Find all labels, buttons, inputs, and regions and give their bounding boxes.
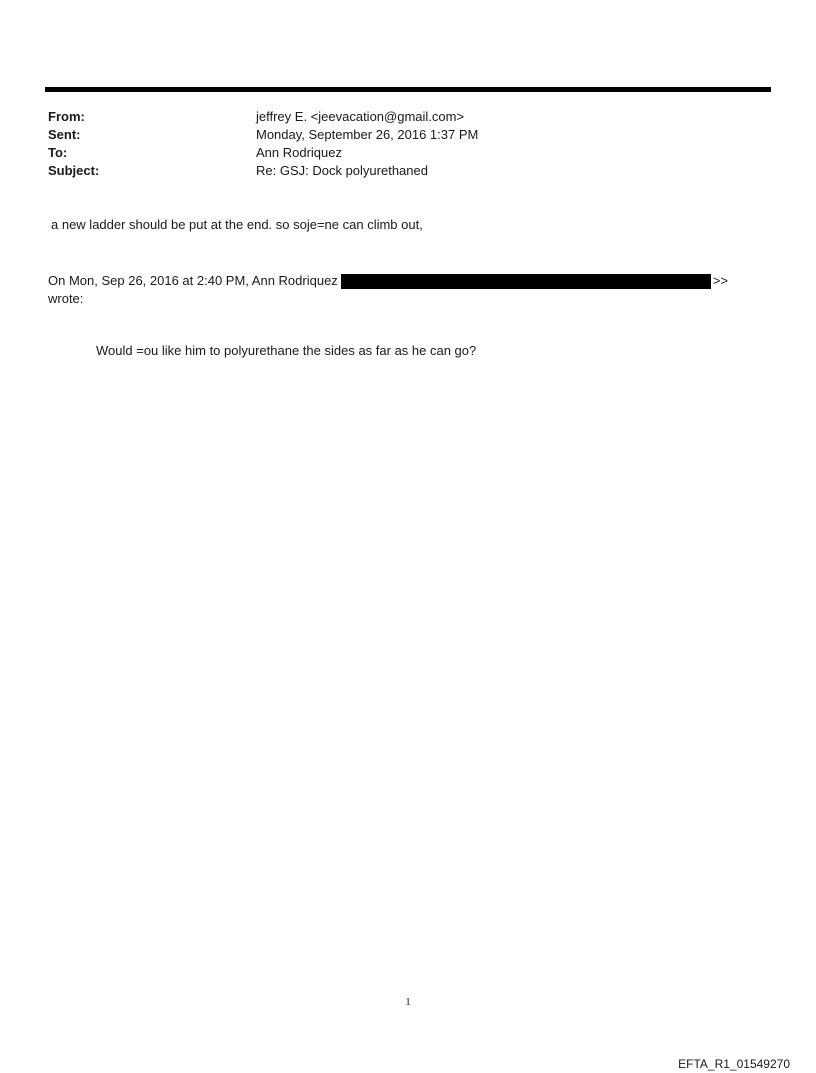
from-value: jeffrey E. <jeevacation@gmail.com> [256,109,465,124]
sent-value: Monday, September 26, 2016 1:37 PM [256,127,479,142]
quote-intro-wrote: wrote: [48,291,84,306]
page-number: 1 [405,996,411,1008]
subject-value: Re: GSJ: Dock polyurethaned [256,163,428,178]
from-row [48,108,748,126]
email-header [48,108,748,180]
from-label: From: [48,109,85,124]
quoted-message: Would =ou like him to polyurethane the sides as far as he can go? [96,343,477,358]
quote-attribution [48,272,768,308]
to-value: Ann Rodriquez [256,145,342,160]
to-row [48,144,748,162]
sent-row [48,126,748,144]
sent-label: Sent: [48,127,81,142]
redaction-bar [341,274,711,289]
subject-row [48,162,748,180]
quote-intro-start: On Mon, Sep 26, 2016 at 2:40 PM, Ann Rodriquez [48,273,338,288]
to-label: To: [48,145,68,160]
document-id: EFTA_R1_01549270 [678,1057,790,1071]
header-divider [45,87,771,92]
reply-text: a new ladder should be put at the end. so soje=ne can climb out, [51,217,423,232]
quote-intro-end: >> [712,273,728,288]
subject-label: Subject: [48,163,100,178]
